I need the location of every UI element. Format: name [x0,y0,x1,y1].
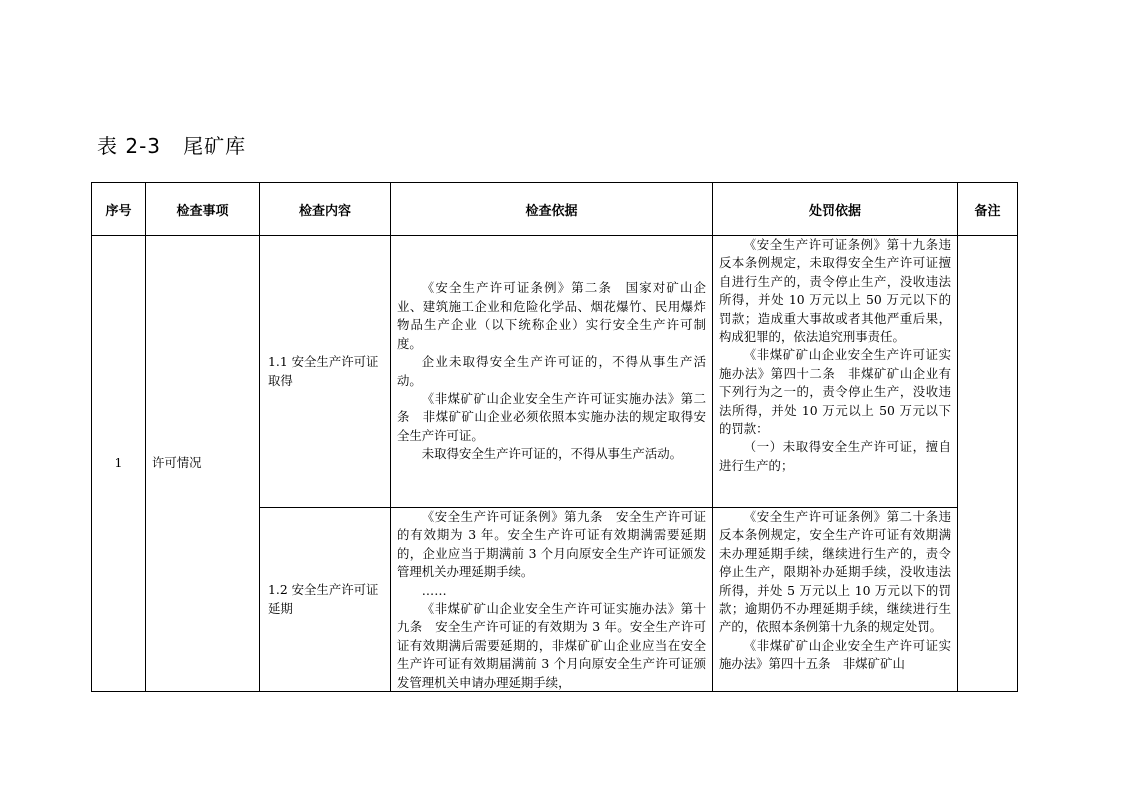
basis-cell [391,236,713,508]
basis-paragraph: …… [421,582,447,598]
basis-paragraph: 未取得安全生产许可证的，不得从事生产活动。 [421,446,682,462]
header-seq: 序号 [92,183,146,236]
header-note: 备注 [958,183,1018,236]
page-title: 表 2-3 尾矿库 [97,134,247,158]
note-cell [958,236,1018,692]
table-row [92,236,1018,508]
content-cell: 1.1 安全生产许可证取得 [260,236,391,508]
penalty-cell [713,508,958,692]
penalty-cell [713,236,958,508]
table-header-row [92,183,1018,236]
basis-paragraph: 《非煤矿矿山企业安全生产许可证实施办法》第二条 非煤矿矿山企业必须依照本实施办法的规定取得安全生产许可证。 [397,390,706,443]
penalty-paragraph: 《安全生产许可证条例》第十九条违反本条例规定，未取得安全生产许可证擅自进行生产的，责令停止生产，没收违法所得，并处 10 万元以上 50 万元以下的罚款；造成重大事故或者其他严重后果，构成犯罪的，依法追究刑事责任。 [719,237,951,345]
item-cell: 许可情况 [146,236,260,692]
basis-paragraph: 《非煤矿矿山企业安全生产许可证实施办法》第十九条 安全生产许可证的有效期为 3 年。安全生产许可证有效期满后需要延期的，非煤矿矿山企业应当在安全生产许可证有效期届满前 3 个月向原安全生产许可证颁发管理机关申请办理延期手续， [397,601,706,690]
basis-paragraph: 企业未取得安全生产许可证的，不得从事生产活动。 [397,354,706,388]
header-penalty: 处罚依据 [713,183,958,236]
seq-cell: 1 [92,236,146,692]
header-item: 检查事项 [146,183,260,236]
header-content: 检查内容 [260,183,391,236]
penalty-paragraph: 《非煤矿矿山企业安全生产许可证实施办法》第四十二条 非煤矿矿山企业有下列行为之一的，责令停止生产，没收违法所得，并处 10 万元以上 50 万元以下的罚款： [719,347,951,437]
penalty-paragraph: 《安全生产许可证条例》第二十条违反本条例规定，安全生产许可证有效期满未办理延期手续，继续进行生产的，责令停止生产，限期补办延期手续，没收违法所得，并处 5 万元以上 10 万元以下的罚款；逾期仍不办理延期手续，继续进行生产的，依照本条例第十九条的规定处罚。 [719,509,951,635]
basis-cell [391,508,713,692]
penalty-paragraph: 《非煤矿矿山企业安全生产许可证实施办法》第四十五条 非煤矿矿山 [719,637,951,672]
header-basis: 检查依据 [391,183,713,236]
basis-paragraph: 《安全生产许可证条例》第九条 安全生产许可证的有效期为 3 年。安全生产许可证有效期满需要延期的，企业应当于期满前 3 个月向原安全生产许可证颁发管理机关办理延期手续。 [397,509,706,580]
inspection-table [91,182,1018,692]
basis-paragraph: 《安全生产许可证条例》第二条 国家对矿山企业、建筑施工企业和危险化学品、烟花爆竹、民用爆炸物品生产企业（以下统称企业）实行安全生产许可制度。 [397,280,706,351]
penalty-paragraph: （一）未取得安全生产许可证，擅自进行生产的； [719,439,951,473]
content-cell: 1.2 安全生产许可证延期 [260,508,391,692]
